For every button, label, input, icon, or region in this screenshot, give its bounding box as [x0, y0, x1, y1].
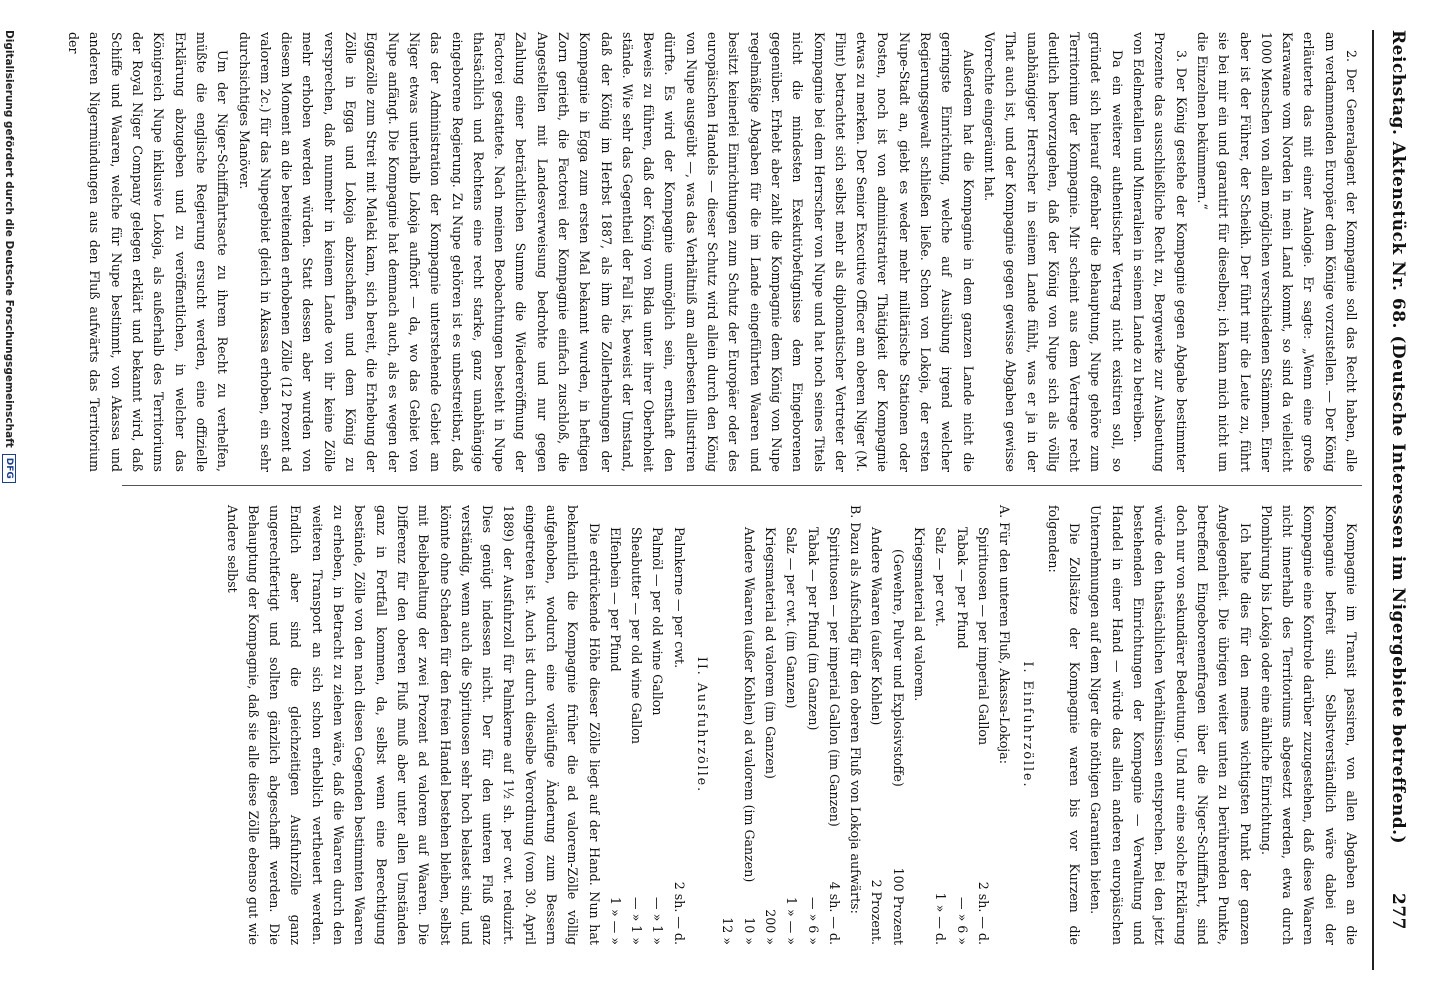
tariff-item: Salz — per cwt.: [933, 527, 949, 627]
tariff-rate: — » 6 »: [954, 896, 970, 945]
left-paragraph: 3. Der König gestehe der Kompagnie gegen Abgabe bestimmter Prozente das ausschließliche Recht zu, Bergwerke zur Ausbeutung von Edelmetallen und Mineralien in seinem Lande zu betreiben.: [1131, 32, 1189, 472]
right-paragraph: Ich halte dies für den meines wichtigsten Punkt der ganzen Angelegenheit. Die übrigen weiter unten zu berührenden Punkte, betreffend Eingeborenenfragen über die Niger-Schifffahrt, sind doch nur von sekundärer Bedeutung. Und nur eine solche Erklärung würde den thatsächlichen Verhältnissen entsprechen. Bei den jetzt bestehenden Einrichtungen der Kompagnie — Verwaltung und Handel in einer Hand — würde das allein anderen europäischen Unternehmungen auf dem Niger die nöthigen Garantien bieten.: [1088, 505, 1253, 945]
tariff-item: Tabak — per Pfund: [954, 527, 970, 649]
column-divider: [122, 485, 1362, 486]
tariff-item: [717, 527, 738, 909]
page-header: [1372, 30, 1408, 930]
right-column: [122, 505, 1362, 945]
tariff-rate: 4 sh. — d.: [826, 881, 842, 945]
digitization-credit-text: Digitalisierung gefördert durch die Deutsche Forschungsgemeinschaft: [3, 30, 15, 448]
tariff-item: Spirituosen — per imperial Gallon (im Ganzen): [826, 527, 842, 827]
left-paragraph: Außerdem hat die Kompagnie in dem ganzen Lande nicht die geringste Einrichtung, welche auf Ausübung irgend welcher Regierungsgewalt schließen ließe. Schon von Lokoja, der ersten Nupe-Stadt an, giebt es weder mehr militärische Stationen oder Posten, noch ist von administrativer Thätigkeit der Kompagnie etwas zu merken. Der Senior Executive Officer am oberen Niger (M. Flint) betrachtet sich selbst mehr als diplomatischer Vertreter der Kompagnie bei dem Herrscher von Nupe und hat noch seines Titels nicht die mindesten Exekutivbefugnisse dem Eingeborenen gegenüber. Erhebt aber zahlt die Kompagnie dem König von Nupe regelmäßige Abgaben für die im Lande eingeführten Waaren und besitzt keinerlei Einrichtungen zum Schutz der Europäer oder des europäischen Handels — dieser Schutz wird allein durch den König von Nupe ausgeübt —, was das Verhältniß am allerbesten illustriren dürfte. Es wird der Kompagnie unmöglich sein, ernsthaft den Beweis zu führen, daß der König von Bida unter ihrer Oberhoheit stände. Wie sehr das Gegentheil der Fall ist, beweist der Umstand, daß der König im Herbst 1887, als ihm die Zollerhebungen der Kompagnie in Egga zum ersten Mal bekannt wurden, in heftigen Zorn gerieth, die Factorei der Kompagnie einfach zuschloß, die Angestellten mit Landesverweisung bedrohte und nur gegen Zahlung einer beträchtlichen Summe die Wiedereröffnung der Factorei gestattete. Nach meinen Beobachtungen besteht in Nupe thatsächlich und Rechtens eine recht starke, ganz unabhängige eingeborene Regierung. Zu Nupe gehören ist es unbestreitbar, daß das der Administration der Kompagnie unterstehende Gebiet am Niger etwas unterhalb Lokoja aufhört — da, wo das Gebiet von Nupe anfängt. Die Kompagnie hat demnach auch, als es wegen der Eggazölle zum Streit mit Maleki kam, sich bereit, die Erhebung der Zölle in Egga und Lokoja abzuschaffen und dem König zu versprechen, daß nunmehr in keinem Lande von ihr keine Zölle mehr erhoben werden würden. Statt dessen aber wurden von diesem Moment an die bereitenden erhobenen Zölle (12 Prozent ad valorem 2c.) für das Nupegebiet gleich in Akassa erhoben, ein sehr durchsichtiges Manöver.: [236, 32, 976, 472]
tariff-row: [760, 505, 781, 945]
tariff-item: Salz — per cwt. (im Ganzen): [784, 527, 800, 709]
tariff-rate: 1 » — d.: [933, 892, 949, 945]
tariff-item: Elfenbein — per Pfund: [607, 527, 623, 672]
right-paragraph: Die Zollsätze der Kompagnie waren bis vor Kurzem die folgenden:: [1045, 505, 1083, 945]
dfg-logo: DFG: [2, 454, 16, 483]
tariff-row: [605, 505, 626, 945]
tariff-rate: 10 »: [741, 917, 757, 945]
tariff-row: [973, 505, 994, 945]
right-paragraph: Die erdrückende Höhe dieser Zölle liegt auf der Hand. Nun hat bekanntlich die Kompagnie früher die ad valorem-Zölle völlig aufgehoben, wodurch eine vorläufige Änderung zum Bessern eingetreten ist. Auch ist durch dieselbe Verordnung (vom 30. April 1889) der Ausfuhrzoll für Palmkerne auf 1½ sh. per cwt. reduzirt. Dies genügt indessen nicht. Der für den unteren Fluß ganz verständig, wenn auch die Spirituosen sehr hoch belastet sind, und könnte ohne Schaden für den freien Handel bestehen bleiben, selbst mit Beibehaltung der zwei Prozent ad valorem auf Waaren. Die Differenz für den oberen Fluß muß aber unter allen Umständen ganz in Fortfall kommen, da, selbst wenn eine Berechtigung bestände, Zölle von den nach diesen Gegenden bestimmten Waaren zu erheben, in Betracht zu ziehen wäre, daß die Waaren durch den weiteren Transport an sich schon erheblich vertheuert werden. Endlich aber sind die gleichzeitigen Ausfuhrzölle ganz ungerechtfertigt und sollten gänzlich abgeschafft werden. Die Behauptung der Kompagnie, daß sie alle diese Zölle ebenso gut wie Andere selbst: [224, 505, 602, 945]
tariff-row: [951, 505, 972, 945]
digitization-credit: [0, 0, 20, 1000]
tariff-rate: 12 »: [720, 917, 736, 945]
right-paragraph: Kompagnie im Transit passiren, von allen Abgaben an die Kompagnie befreit sind. Selbstverständlich wäre dabei der Kompagnie eine Kontrole darüber zuzugestehen, daß diese Waaren nicht innerhalb des Territoriums abgesetzt werden, etwa durch Plombirung bis Lokoja oder eine ähnliche Einrichtung.: [1258, 505, 1359, 945]
tariff-row: [781, 505, 802, 945]
tariff-rate: — » 6 »: [805, 896, 821, 945]
tariff-rate: 1 » — »: [607, 896, 623, 945]
section-heading-export: II. Ausfuhrzölle.: [695, 656, 711, 794]
page-header-title: Reichstag. Aktenstück Nr. 68. (Deutsche Interessen im Nigergebiete betreffend.): [1388, 30, 1408, 845]
tariff-item: Spirituosen — per imperial Gallon: [975, 527, 991, 746]
tariff-item: Palmöl — per old wine Gallon: [650, 527, 666, 716]
tariff-rate: 200 »: [762, 909, 778, 945]
tariff-item: Palmkerne — per cwt.: [671, 527, 687, 669]
section-heading-import: I. Einfuhrzölle.: [1020, 661, 1036, 789]
tariff-rate: 2 sh. — d.: [975, 881, 991, 945]
left-column: [66, 32, 1362, 472]
tariff-item: Andere Waaren (außer Kohlen): [869, 527, 885, 726]
tariff-rate: 2 sh. — d.: [671, 881, 687, 945]
tariff-row: [909, 505, 930, 945]
tariff-item: Kriegsmaterial ad valorem.: [912, 527, 928, 702]
header-rule: [1372, 30, 1374, 970]
tariff-rate: 1 » — »: [784, 896, 800, 945]
tariff-row: [824, 505, 845, 945]
tariff-rate: 100 Prozent: [890, 867, 906, 945]
tariff-row: [669, 505, 690, 945]
tariff-item: Andere Waaren (außer Kohlen) ad valorem (im Ganzen): [741, 527, 757, 883]
tariff-row: [647, 505, 668, 945]
tariff-rate: — » 1 »: [629, 896, 645, 945]
tariff-rate: [909, 937, 930, 945]
left-paragraph: Um der Niger-Schifffahrtsacte zu ihrem Recht zu verhelfen, müßte die englische Regierung ersucht werden, eine offizielle Erklärung abzugeben und zu veröffentlichen, in welcher das Königreich Nupe inklusive Lokoja, als außerhalb des Territoriums der Royal Niger Company gelegen erklärt und bekannt wird, daß Schiffe und Waaren, welche für Nupe bestimmt, von Akassa und anderen Nigermündungen aus den Fluß aufwärts das Territorium der: [66, 32, 231, 472]
tariff-row: [802, 505, 823, 945]
tariff-rate: — » 1 »: [650, 896, 666, 945]
tariff-rate: 2 Prozent.: [869, 879, 885, 945]
page-number: 277: [1388, 893, 1408, 930]
tariff-row: [626, 505, 647, 945]
tariff-item: Kriegsmaterial ad valorem (im Ganzen): [762, 527, 778, 779]
left-paragraph: 2. Der Generalagent der Kompagnie soll das Recht haben, alle am verdammenden Europäer dem Könige vorzustellen. — Der König erläuterte das mit einer Analogie. Er sagte: „Wenn eine große Karawane vom Norden in mein Land kommt, so sind da vielleicht 1000 Menschen von allen möglichen verschiedenen Stämmen. Einer aber ist der Führer, der Scheikh. Der führt mir die Leute zu, führt sie bei mir ein und garantirt für dieselben; ich kann mich nicht um die Einzelnen bekümmern.“: [1194, 32, 1359, 472]
section-b-heading: B. Dazu als Aufschlag für den oberen Fluß von Lokoja aufwärts:: [848, 505, 864, 914]
tariff-item: (Gewehre, Pulver und Explosivstoffe): [890, 549, 906, 787]
tariff-row: [887, 505, 908, 945]
tariff-row: [717, 505, 738, 945]
tariff-row: [930, 505, 951, 945]
tariff-item: Sheabutter — per old wine Gallon: [629, 527, 645, 744]
tariff-row: [738, 505, 759, 945]
tariff-item: Tabak — per Pfund (im Ganzen): [805, 527, 821, 731]
left-paragraph: Da ein weiterer authentischer Vertrag nicht existiren soll, so gründet sich hierauf offenbar die Behauptung, Nupe gehöre zum Territorium der Kompagnie. Mir scheint aus dem Vertrage recht deutlich hervorzugehen, daß der König von Nupe sich als völlig unabhängiger Herrscher in seinem Lande fühlt, was er ja in der That auch ist, und der Kompagnie gegen gewisse Abgaben gewisse Vorrechte eingeräumt hat.: [981, 32, 1125, 472]
section-a-heading: A. Für den unteren Fluß, Akassa-Lokoja:: [997, 505, 1013, 764]
tariff-row: [866, 505, 887, 945]
